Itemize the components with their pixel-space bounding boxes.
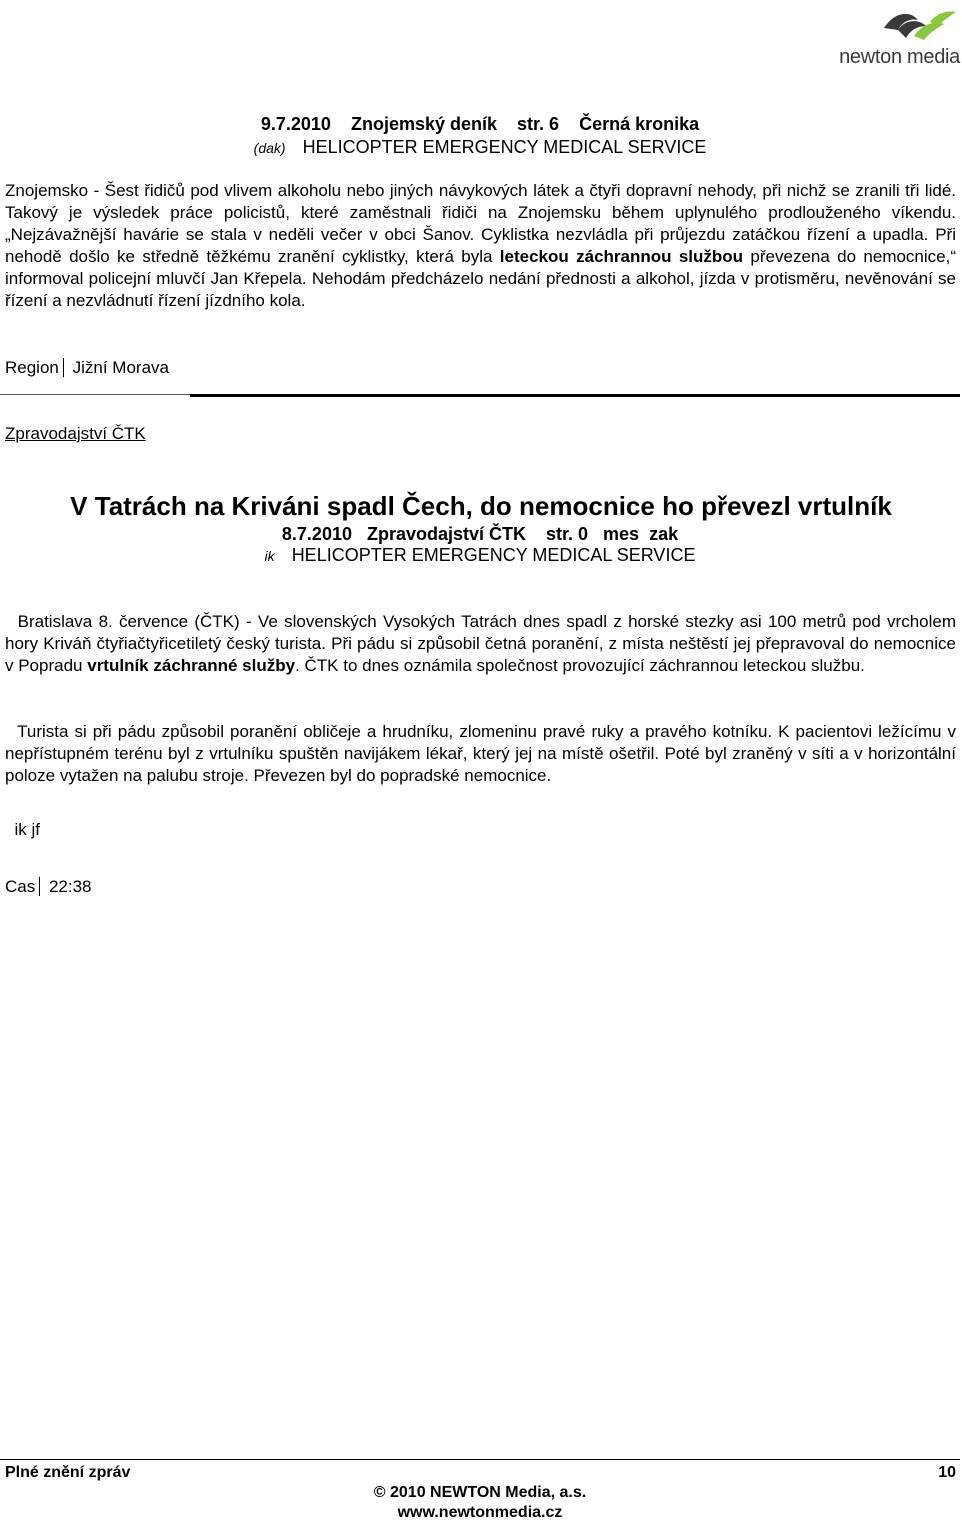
- region-label: Region: [5, 358, 64, 377]
- newton-media-logo: [826, 6, 960, 70]
- article-page: str. 6: [517, 114, 560, 134]
- article-paragraph: Turista si při pádu způsobil poranění obličeje a hrudníku, zlomeninu pravé ruky a pravého kotníku. K pacientovi ležícímu v nepřístupném terénu byl z vrtulníku spuštěn navijákem lékař, který jej na místě ošetřil. Poté byl zraněný v síti a v horizontální poloze vytažen na palubu stroje. Převezen byl do popradské nemocnice.: [5, 722, 961, 785]
- region-value: Jižní Morava: [72, 358, 169, 377]
- section-link[interactable]: Zpravodajství ČTK: [5, 424, 146, 443]
- article-date: 9.7.2010: [260, 114, 331, 134]
- article-source: Znojemský deník: [350, 114, 498, 134]
- logo-text: newton media: [839, 46, 960, 68]
- article-author: ik: [264, 548, 275, 564]
- article-subheader: [0, 545, 960, 566]
- article-subheader: [0, 137, 960, 158]
- region-line: [5, 358, 169, 378]
- divider-thick: [190, 394, 960, 397]
- article-rubric: Černá kronika: [579, 114, 700, 134]
- footer-divider: [0, 1459, 960, 1460]
- article-topic: HELICOPTER EMERGENCY MEDICAL SERVICE: [302, 137, 707, 157]
- article-signature: ik jf: [5, 820, 40, 839]
- divider: [0, 394, 190, 395]
- article-title: V Tatrách na Kriváni spadl Čech, do nemocnice ho převezl vrtulník: [70, 491, 892, 521]
- time-label: Cas: [5, 877, 40, 896]
- footer-label: Plné znění zpráv: [5, 1464, 131, 1481]
- footer-url[interactable]: www.newtonmedia.cz: [397, 1504, 563, 1521]
- footer-copyright: © 2010 NEWTON Media, a.s.: [373, 1484, 587, 1501]
- article-topic: HELICOPTER EMERGENCY MEDICAL SERVICE: [291, 545, 696, 565]
- bird-logo-icon: [874, 6, 960, 46]
- article-header: [0, 114, 960, 135]
- time-value: 22:38: [48, 877, 92, 896]
- article-meta: 8.7.2010 Zpravodajství ČTK str. 0 mes zak: [281, 524, 679, 544]
- emphasis-text: leteckou záchrannou službou: [499, 247, 744, 266]
- article-body: Znojemsko - Šest řidičů pod vlivem alkoholu nebo jiných návykových látek a čtyři dopravní nehody, při nichž se zranili tři lidé. Takový je výsledek práce policistů, které zaměstnali řidiči na Znojemsku během uplynulého prodlouženého víkendu. „Nejzávažnější havárie se stala v neděli večer v obci Šanov. Cyklistka nezvládla při průjezdu zatáčkou řízení a upadla. Při nehodě došlo ke středně těžkému zranění cyklistky, která byla leteckou záchrannou službou převezena do nemocnice,“ informoval policejní mluvčí Jan Křepela. Nehodám předcházelo nedání přednosti a alkohol, jízda v protisměru, nevěnování se řízení a nezvládnutí řízení jízdního kola.: [5, 181, 957, 310]
- page-number: 10: [938, 1464, 956, 1481]
- article-author: (dak): [253, 140, 286, 156]
- article-paragraph: Bratislava 8. července (ČTK) - Ve slovenských Vysokých Tatrách dnes spadl z horské stezky asi 100 metrů pod vrcholem hory Kriváň čtyřiačtyřicetiletý český turista. Při pádu si způsobil četná poranění, z místa neštěstí jej přepravoval do nemocnice v Popradu vrtulník záchranné služby. ČTK to dnes oznámila společnost provozující záchrannou leteckou službu.: [5, 612, 961, 675]
- emphasis-text: vrtulník záchranné služby: [87, 656, 296, 675]
- time-line: [5, 877, 92, 897]
